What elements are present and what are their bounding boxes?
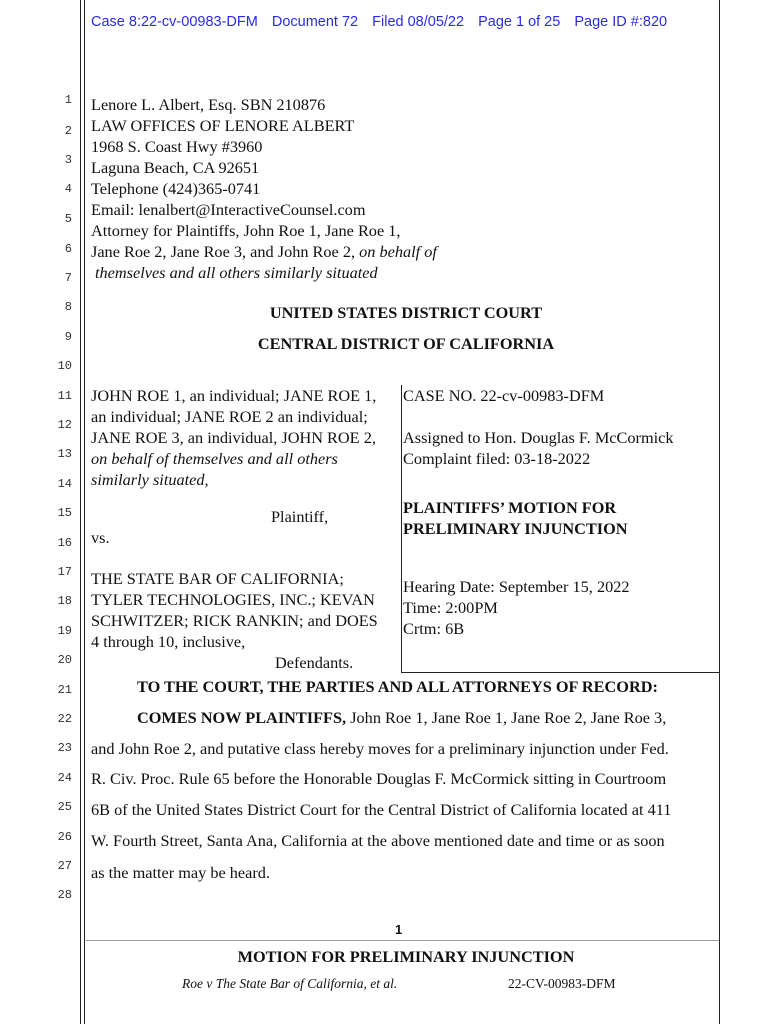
plaintiffs-line2: an individual; JANE ROE 2 an individual; — [91, 407, 368, 426]
body-line2: and John Roe 2, and putative class hereby moves for a preliminary injunction under Fed. — [91, 739, 669, 758]
hearing-time: Time: 2:00PM — [403, 598, 498, 617]
line-number: 17 — [57, 565, 72, 579]
line-number: 16 — [57, 536, 72, 550]
footer-rule — [86, 940, 719, 941]
attorney-for-line1: Attorney for Plaintiffs, John Roe 1, Jane Roe 1, — [91, 221, 401, 240]
attorney-for-line2-italic: on behalf of — [359, 242, 437, 261]
line-number: 15 — [57, 506, 72, 520]
body-line1-rest: John Roe 1, Jane Roe 1, Jane Roe 2, Jane Roe 3, — [350, 708, 667, 727]
plaintiffs-line5: similarly situated, — [91, 470, 209, 489]
body-line4: 6B of the United States District Court for the Central District of California located at 411 — [91, 800, 672, 819]
footer-case-number: 22-CV-00983-DFM — [508, 976, 616, 991]
attorney-name: Lenore L. Albert, Esq. SBN 210876 — [91, 95, 326, 114]
motion-title-line2: PRELIMINARY INJUNCTION — [403, 519, 628, 538]
courtroom: Crtm: 6B — [403, 619, 465, 638]
attorney-address-line1: 1968 S. Coast Hwy #3960 — [91, 137, 263, 156]
line-number: 19 — [57, 624, 72, 638]
assigned-judge: Assigned to Hon. Douglas F. McCormick — [403, 428, 674, 447]
line-number: 2 — [64, 124, 72, 138]
footer-title: MOTION FOR PRELIMINARY INJUNCTION — [237, 947, 575, 966]
attorney-for-line3: themselves and all others similarly situated — [95, 263, 378, 282]
court-name-line1: UNITED STATES DISTRICT COURT — [269, 303, 543, 322]
line-number: 14 — [57, 477, 72, 491]
line-number: 25 — [57, 800, 72, 814]
complaint-filed-date: Complaint filed: 03-18-2022 — [403, 449, 591, 468]
defendants-label: Defendants. — [275, 653, 354, 672]
attorney-address-line2: Laguna Beach, CA 92651 — [91, 158, 260, 177]
line-number: 4 — [64, 182, 72, 196]
defendants-line4: 4 through 10, inclusive, — [91, 632, 246, 651]
line-number: 12 — [57, 418, 72, 432]
header-page-id: Page ID #:820 — [574, 14, 668, 30]
right-margin-rule — [719, 0, 720, 1024]
caption-plaintiffs — [91, 385, 376, 490]
header-case: Case 8:22-cv-00983-DFM — [91, 14, 258, 30]
motion-title-line1: PLAINTIFFS’ MOTION FOR — [403, 498, 617, 517]
line-number: 10 — [57, 359, 72, 373]
hearing-date: Hearing Date: September 15, 2022 — [403, 577, 630, 596]
filing-header — [91, 14, 677, 30]
line-number: 27 — [57, 859, 72, 873]
left-margin-rule-outer — [80, 0, 81, 1024]
line-number: 28 — [57, 888, 72, 902]
caption-defendants — [91, 568, 378, 652]
line-number: 24 — [57, 771, 72, 785]
court-name-line2: CENTRAL DISTRICT OF CALIFORNIA — [257, 334, 555, 353]
line-number: 13 — [57, 447, 72, 461]
attorney-telephone: Telephone (424)365-0741 — [91, 179, 261, 198]
line-number: 1 — [64, 93, 72, 107]
body-line3: R. Civ. Proc. Rule 65 before the Honorable Douglas F. McCormick sitting in Courtroom — [91, 769, 667, 788]
left-margin-rule-inner — [84, 0, 85, 1024]
line-number: 6 — [64, 242, 72, 256]
plaintiffs-line4: on behalf of themselves and all others — [91, 449, 338, 468]
case-number: CASE NO. 22-cv-00983-DFM — [403, 386, 605, 405]
attorney-block — [91, 94, 437, 283]
attorney-email: Email: lenalbert@InteractiveCounsel.com — [91, 200, 366, 219]
body-line6: as the matter may be heard. — [91, 863, 271, 882]
line-number: 11 — [57, 389, 72, 403]
caption-vertical-divider — [401, 385, 402, 673]
line-number: 20 — [57, 653, 72, 667]
plaintiffs-line1: JOHN ROE 1, an individual; JANE ROE 1, — [91, 386, 377, 405]
attorney-firm: LAW OFFICES OF LENORE ALBERT — [91, 116, 355, 135]
line-number: 8 — [64, 300, 72, 314]
defendants-line3: SCHWITZER; RICK RANKIN; and DOES — [91, 611, 378, 630]
body-line1 — [137, 707, 666, 728]
defendants-line2: TYLER TECHNOLOGIES, INC.; KEVAN — [91, 590, 375, 609]
footer-case-short: Roe v The State Bar of California, et al. — [182, 976, 398, 991]
line-number: 26 — [57, 830, 72, 844]
plaintiff-label: Plaintiff, — [271, 507, 329, 526]
line-number: 21 — [57, 683, 72, 697]
line-number: 3 — [64, 153, 72, 167]
header-filed: Filed 08/05/22 — [372, 14, 465, 30]
body-lead-bold: COMES NOW PLAINTIFFS, — [137, 708, 347, 727]
line-number: 5 — [64, 212, 72, 226]
footer-page-number: 1 — [395, 922, 403, 937]
attorney-for-line2 — [91, 241, 437, 262]
defendants-line1: THE STATE BAR OF CALIFORNIA; — [91, 569, 344, 588]
header-page: Page 1 of 25 — [478, 14, 561, 30]
plaintiffs-line3: JANE ROE 3, an individual, JOHN ROE 2, — [91, 428, 376, 447]
line-number: 18 — [57, 594, 72, 608]
header-document: Document 72 — [271, 14, 359, 30]
line-number: 22 — [57, 712, 72, 726]
line-number: 9 — [64, 330, 72, 344]
line-number: 7 — [64, 271, 72, 285]
caption-bottom-rule — [401, 672, 719, 673]
line-number: 23 — [57, 741, 72, 755]
body-line5: W. Fourth Street, Santa Ana, California at the above mentioned date and time or as soon — [91, 831, 665, 850]
attorney-for-line2-text: Jane Roe 2, Jane Roe 3, and John Roe 2, — [91, 242, 356, 261]
versus-label: vs. — [91, 528, 110, 547]
salutation: TO THE COURT, THE PARTIES AND ALL ATTORNEYS OF RECORD: — [137, 677, 658, 696]
